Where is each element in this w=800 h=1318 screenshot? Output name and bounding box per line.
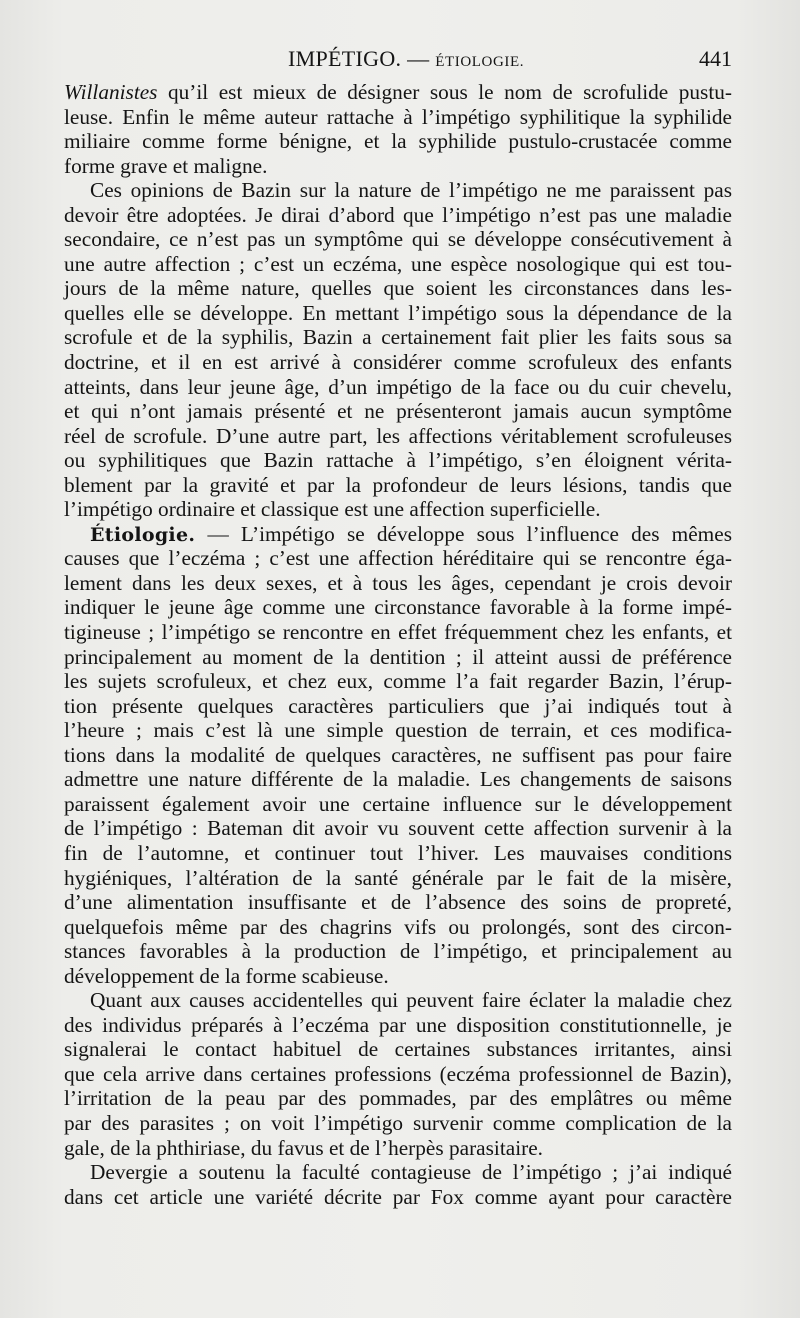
paragraph-4 xyxy=(64,988,732,1160)
text-line: devoir être adoptées. Je dirai d’abord que l’impétigo n’est pas une maladie xyxy=(64,202,732,227)
text-line: dans cet article une variété décrite par Fox comme ayant pour caractère xyxy=(64,1184,732,1209)
text-line: gale, de la phthiriase, du favus et de l’herpès parasitaire. xyxy=(64,1135,543,1160)
text-line: quelles elle se développe. En mettant l’impétigo sous la dépendance de la xyxy=(64,300,732,325)
text-line: l’irritation de la peau par des pommades, par des emplâtres ou même xyxy=(64,1086,732,1111)
text-line: et qui n’ont jamais présenté et ne présenteront jamais aucun symptôme xyxy=(64,399,732,424)
body-text xyxy=(64,80,732,1209)
text-line: tigineuse ; l’impétigo se rencontre en effet fréquemment chez les enfants, et xyxy=(64,620,732,645)
text-line: lement dans les deux sexes, et à tous les âges, cependant je crois devoir xyxy=(64,570,732,595)
text-line: par des parasites ; on voit l’impétigo survenir comme complication de la xyxy=(64,1110,732,1135)
text-line: indiquer le jeune âge comme une circonstance favorable à la forme impé- xyxy=(64,595,732,620)
paragraph-2 xyxy=(64,178,732,522)
text-line: atteints, dans leur jeune âge, d’un impétigo de la face ou du cuir chevelu, xyxy=(64,374,732,399)
text-line: Willanistes qu’il est mieux de désigner sous le nom de scrofulide pustu- xyxy=(64,80,732,104)
paragraph-5 xyxy=(64,1160,732,1209)
section-title: ÉTIOLOGIE. xyxy=(435,54,525,70)
text-line: fin de l’automne, et continuer tout l’hiver. Les mauvaises conditions xyxy=(64,840,732,865)
text-line: de l’impétigo : Bateman dit avoir vu souvent cette affection survenir à la xyxy=(64,816,732,841)
text-line: que cela arrive dans certaines professions (eczéma professionnel de Bazin), xyxy=(64,1061,732,1086)
text-line: l’heure ; mais c’est là une simple question de terrain, et ces modifica- xyxy=(64,718,732,743)
text-line: stances favorables à la production de l’impétigo, et principalement au xyxy=(64,939,732,964)
text-line: réel de scrofule. D’une autre part, les affections véritablement scrofuleuses xyxy=(64,423,732,448)
text-line: tions dans la modalité de quelques caractères, ne suffisent pas pour faire xyxy=(64,742,732,767)
text-line: des individus préparés à l’eczéma par une disposition constitutionnelle, je xyxy=(64,1012,732,1037)
text-line: une autre affection ; c’est un eczéma, une espèce nosologique qui est tou- xyxy=(64,251,732,276)
text-line: admettre une nature différente de la maladie. Les changements de saisons xyxy=(64,767,732,792)
paragraph-1 xyxy=(64,80,732,178)
text-line: d’une alimentation insuffisante et de l’absence des soins de propreté, xyxy=(64,890,732,915)
text-line: Étiologie. — L’impétigo se développe sous l’influence des mêmes xyxy=(90,521,732,546)
text-line: Quant aux causes accidentelles qui peuvent faire éclater la maladie chez xyxy=(90,988,732,1013)
italic-term: Willanistes xyxy=(64,80,158,104)
text-line: les sujets scrofuleux, et chez eux, comme l’a fait regarder Bazin, l’érup- xyxy=(64,669,732,694)
text-line: paraissent également avoir une certaine influence sur le développement xyxy=(64,791,732,816)
text-line: tion présente quelques caractères particuliers que j’ai indiqués tout à xyxy=(64,693,732,718)
text-line: leuse. Enfin le même auteur rattache à l’impétigo syphilitique la syphilide xyxy=(64,104,732,129)
page-number: 441 xyxy=(699,46,732,71)
paragraph-3 xyxy=(64,522,732,988)
text-line: hygiéniques, l’altération de la santé générale par le fait de la misère, xyxy=(64,865,732,890)
text-line: blement par la gravité et par la profondeur de leurs lésions, tandis que xyxy=(64,472,732,497)
text-line: forme grave et maligne. xyxy=(64,153,268,178)
text-line: secondaire, ce n’est pas un symptôme qui se développe consécutivement à xyxy=(64,227,732,252)
text-line: jours de la même nature, quelles que soient les circonstances dans les- xyxy=(64,276,732,301)
text-line: causes que l’eczéma ; c’est une affection héréditaire qui se rencontre éga- xyxy=(64,546,732,571)
text-line: Ces opinions de Bazin sur la nature de l’impétigo ne me paraissent pas xyxy=(90,178,732,203)
text-line: principalement au moment de la dentition ; il atteint aussi de préférence xyxy=(64,644,732,669)
section-heading: Étiologie. xyxy=(90,523,196,546)
text-line: quelquefois même par des chagrins vifs ou prolongés, sont des circon- xyxy=(64,914,732,939)
chapter-title: IMPÉTIGO. — xyxy=(288,46,430,71)
running-head xyxy=(64,46,732,76)
text-line: l’impétigo ordinaire et classique est une affection superficielle. xyxy=(64,497,601,522)
text-line: scrofule et de la syphilis, Bazin a certainement fait plier les faits sous sa xyxy=(64,325,732,350)
text-line: développement de la forme scabieuse. xyxy=(64,963,389,988)
text-line: ou syphilitiques que Bazin rattache à l’impétigo, s’en éloignent vérita- xyxy=(64,448,732,473)
text-line: miliaire comme forme bénigne, et la syphilide pustulo-crustacée comme xyxy=(64,129,732,154)
text-line: signalerai le contact habituel de certaines substances irritantes, ainsi xyxy=(64,1037,732,1062)
running-title xyxy=(288,46,524,72)
text-line: doctrine, et il en est arrivé à considérer comme scrofuleux des enfants xyxy=(64,350,732,375)
text-line: Devergie a soutenu la faculté contagieuse de l’impétigo ; j’ai indiqué xyxy=(90,1160,732,1185)
